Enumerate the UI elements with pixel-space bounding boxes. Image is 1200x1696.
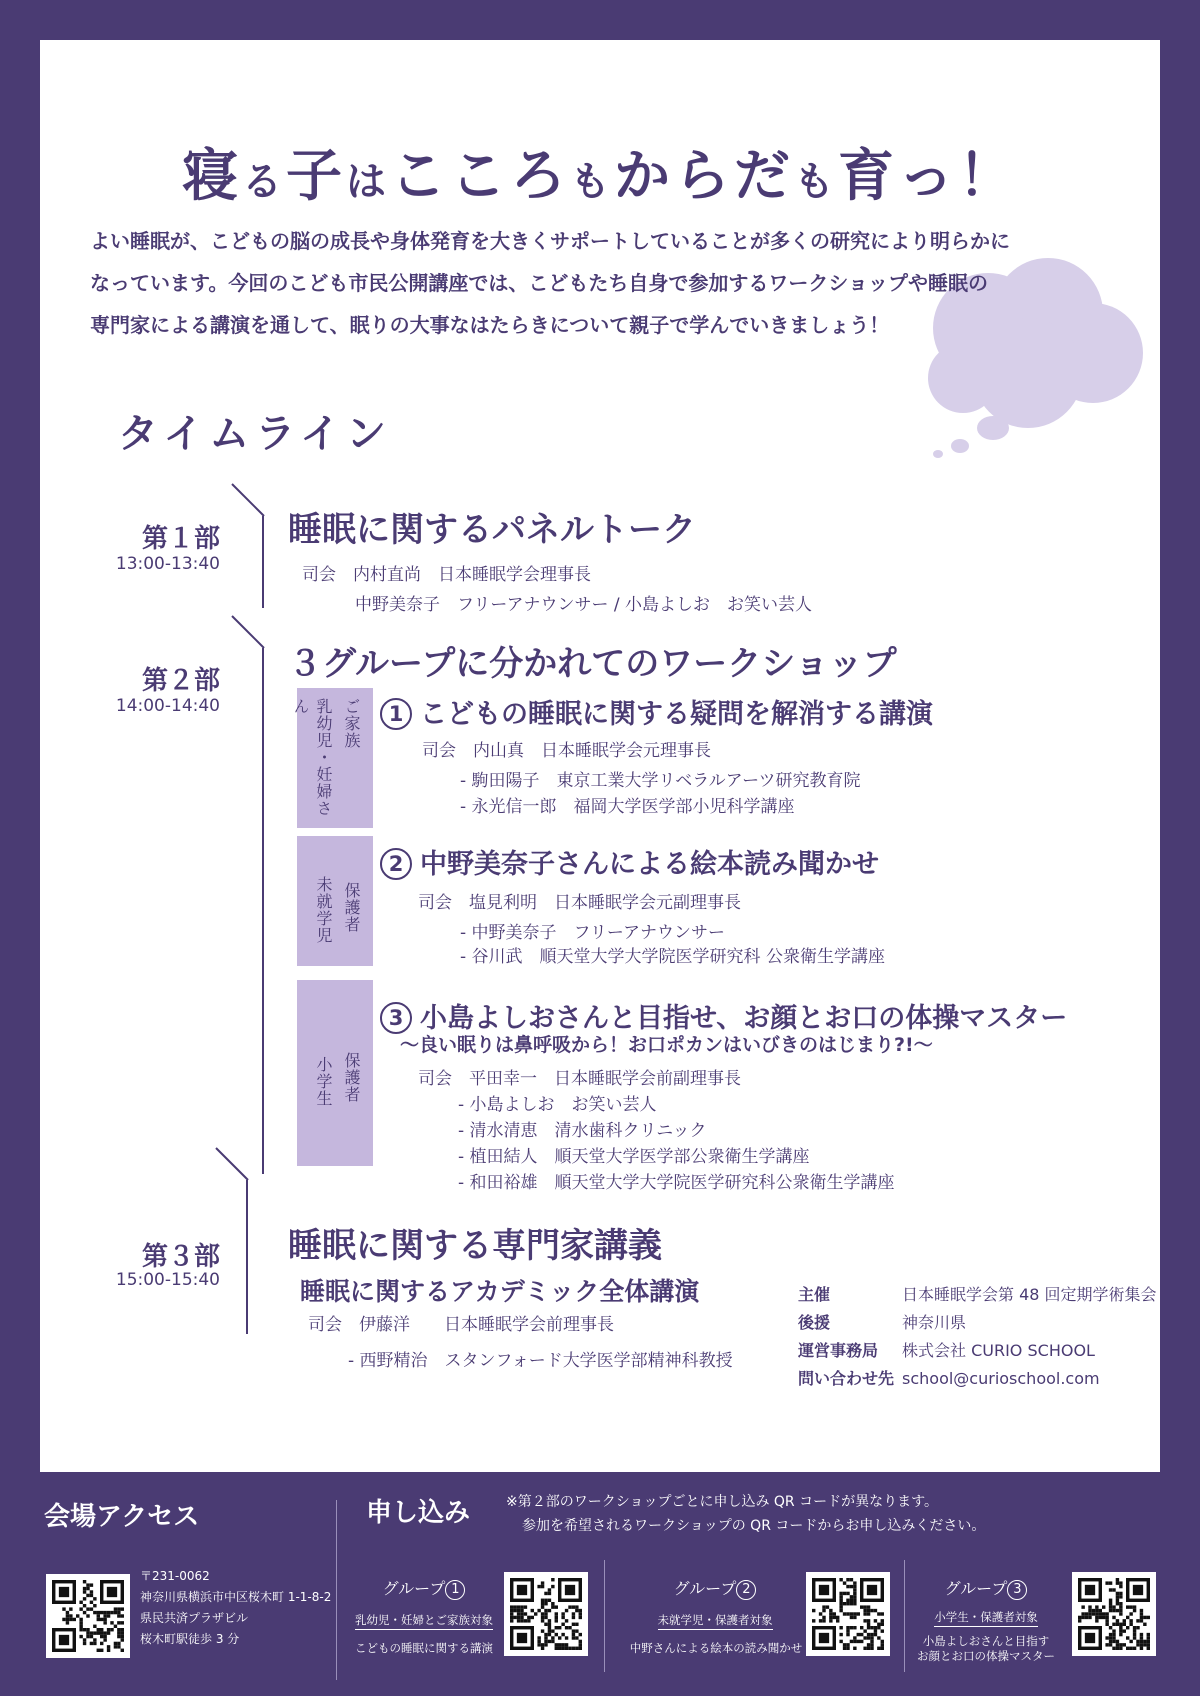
sponsor-row: 後援 神奈川県 <box>798 1313 967 1332</box>
ws2-member: - 谷川武 順天堂大学大学院医学研究科 公衆衛生学講座 <box>460 947 885 967</box>
ws1-member: - 駒田陽子 東京工業大学リベラルアーツ研究教育院 <box>460 771 861 791</box>
poster-card <box>40 40 1160 1472</box>
timeline-line <box>246 1180 248 1334</box>
group3-target: 小学生・保護者対象 <box>906 1610 1066 1625</box>
part2-label: 第２部 <box>141 666 220 696</box>
part3-member: - 西野精治 スタンフォード大学医学部精神科教授 <box>348 1351 733 1371</box>
part3-subtitle: 睡眠に関するアカデミック全体講演 <box>300 1277 700 1306</box>
group3-label: グループ 3 <box>906 1576 1066 1600</box>
sponsor-row: 主催 日本睡眠学会第 48 回定期学術集会 <box>798 1285 1157 1304</box>
access-heading: 会場アクセス <box>44 1502 200 1532</box>
part3-host: 司会 伊藤洋 日本睡眠学会前理事長 <box>308 1315 614 1335</box>
divider <box>604 1560 605 1672</box>
number-2-icon: 2 <box>380 848 412 880</box>
group3-desc: 小島よしおさんと目指す お顔とお口の体操マスター <box>917 1634 1055 1663</box>
group1-target: 乳幼児・妊婦とご家族対象 <box>349 1612 499 1628</box>
ws1-target-tag: ご家族 乳幼児・妊婦さん <box>297 688 373 828</box>
timeline-bracket <box>230 482 266 518</box>
timeline-line <box>262 516 264 608</box>
group1-label: グループ 1 <box>349 1576 499 1600</box>
group3-qr-code[interactable] <box>1072 1572 1156 1656</box>
access-qr-code[interactable] <box>46 1574 130 1658</box>
part1-label: 第１部 <box>141 524 220 554</box>
contact-row: 問い合わせ先 school@curioschool.com <box>798 1369 1100 1388</box>
ws3-member: - 小島よしお お笑い芸人 <box>458 1095 657 1115</box>
ws2-host: 司会 塩見利明 日本睡眠学会元副理事長 <box>418 893 741 913</box>
ws2-member: - 中野美奈子 フリーアナウンサー <box>460 923 726 943</box>
timeline-bracket <box>214 1146 250 1182</box>
apply-note: ※第２部のワークショップごとに申し込み QR コードが異なります。 参加を希望されるワークショップの QR コードからお申し込みください。 <box>506 1494 986 1534</box>
group1-qr-code[interactable] <box>504 1572 588 1656</box>
divider <box>336 1500 337 1680</box>
group1-desc: こどもの睡眠に関する講演 <box>355 1641 493 1655</box>
group2-desc: 中野さんによる絵本の読み聞かせ <box>629 1641 803 1655</box>
ws3-host: 司会 平田幸一 日本睡眠学会前副理事長 <box>418 1069 741 1089</box>
main-title: 寝る子はこころもからだも育っ！ <box>182 144 1018 209</box>
ws2-target-tag: 保護者 未就学児 <box>297 836 373 966</box>
group2-qr-code[interactable] <box>806 1572 890 1656</box>
ws3-member: - 清水清恵 清水歯科クリニック <box>458 1121 707 1141</box>
part3-title: 睡眠に関する専門家講義 <box>288 1226 662 1266</box>
ws3-title: 3 小島よしおさんと目指せ、お顔とお口の体操マスター <box>380 996 1067 1035</box>
intro-text: よい睡眠が、こどもの脳の成長や身体発育を大きくサポートしていることが多くの研究により明らかに なっています。今回のこども市民公開講座では、こどもたち自身で参加するワークショップや睡眠の 専門家による講演を通して、眠りの大事なはたらきについて親子で学んでいきましょう！ <box>90 229 1010 337</box>
part3-time: 15:00-15:40 <box>115 1270 220 1290</box>
part1-host: 司会 内村直尚 日本睡眠学会理事長 <box>302 565 591 585</box>
timeline-heading: タイムライン <box>118 411 392 457</box>
ws1-title: 1 こどもの睡眠に関する疑問を解消する講演 <box>380 692 933 731</box>
sponsor-row: 運営事務局 株式会社 CURIO SCHOOL <box>798 1341 1095 1360</box>
ws3-target-tag: 保護者 小学生 <box>297 980 373 1166</box>
timeline-line <box>262 648 264 1174</box>
apply-heading: 申し込み <box>366 1498 471 1528</box>
ws3-member: - 和田裕雄 順天堂大学大学院医学研究科公衆衛生学講座 <box>458 1173 895 1193</box>
part1-title: 睡眠に関するパネルトーク <box>288 510 696 550</box>
ws3-subtitle: 〜良い眠りは鼻呼吸から！お口ポカンはいびきのはじまり?!〜 <box>400 1034 933 1056</box>
group2-label: グループ 2 <box>640 1576 790 1600</box>
part1-time: 13:00-13:40 <box>115 554 220 574</box>
access-address: 〒231-0062 神奈川県横浜市中区桜木町 1-1-8-2 県民共済プラザビル 桜木町駅徒歩 3 分 <box>140 1569 332 1646</box>
divider <box>904 1560 905 1672</box>
ws3-member: - 植田結人 順天堂大学医学部公衆衛生学講座 <box>458 1147 810 1167</box>
timeline-bracket <box>230 614 266 650</box>
ws1-host: 司会 内山真 日本睡眠学会元理事長 <box>422 741 711 761</box>
ws2-title: 2 中野美奈子さんによる絵本読み聞かせ <box>380 842 879 881</box>
number-3-icon: 3 <box>380 1002 412 1034</box>
ws1-member: - 永光信一郎 福岡大学医学部小児科学講座 <box>460 797 795 817</box>
group2-target: 未就学児・保護者対象 <box>640 1612 790 1628</box>
part3-label: 第３部 <box>141 1242 220 1272</box>
part1-guests: 中野美奈子 フリーアナウンサー / 小島よしお お笑い芸人 <box>355 595 813 615</box>
number-1-icon: 1 <box>380 698 412 730</box>
part2-title: ３グループに分かれてのワークショップ <box>288 644 897 684</box>
part2-time: 14:00-14:40 <box>115 696 220 716</box>
contact-email[interactable]: school@curioschool.com <box>902 1369 1100 1388</box>
